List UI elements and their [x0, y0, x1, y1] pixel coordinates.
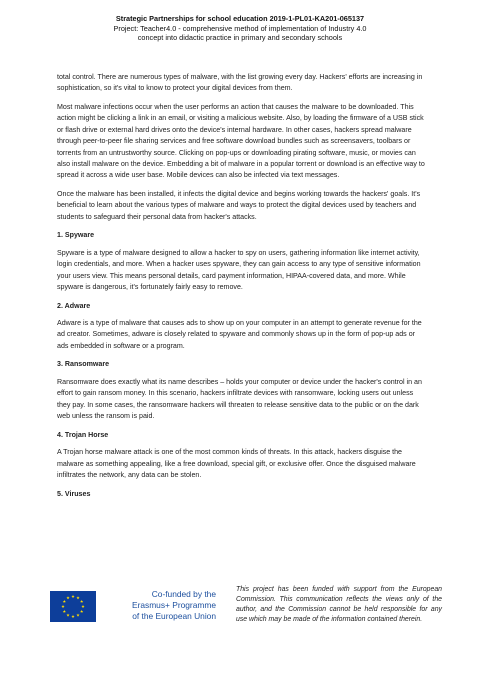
cofund-line-3: of the European Union: [132, 611, 216, 621]
eu-star: [80, 610, 83, 613]
paragraph-spyware: Spyware is a type of malware designed to allow a hacker to spy on users, gathering information like internet activity, login credentials, and more. When a hacker uses spyware, they can gain access to any type of sensitive information your users view. This means personal details, card payment information, HIPAA-covered data, and more. While spyware is dangerous, it's fortunately fairly easy to remove.: [57, 248, 421, 292]
cofund-line-2: Erasmus+ Programme: [131, 600, 216, 610]
eu-star: [71, 595, 74, 598]
page-footer: [50, 583, 440, 633]
eu-star: [76, 613, 79, 616]
eu-flag-stars: [50, 591, 96, 622]
section-heading-spyware: 1. Spyware: [57, 231, 95, 240]
paragraph-ransomware: Ransomware does exactly what its name describes – holds your computer or device under the hacker's control in an effort to gain ransom money. In this scenario, hackers infiltrate devices with ransomware, locking users out unless they pay. In some cases, the ransomware hackers will threaten to release sensitive data to the public or on the dark web unless the ransom is paid.: [57, 377, 422, 421]
eu-star: [76, 596, 79, 599]
section-heading-ransomware: 3. Ransomware: [57, 360, 110, 369]
paragraph-adware: Adware is a type of malware that causes ads to show up on your computer in an attempt to generate revenue for the ad creator. Sometimes, adware is closely related to spyware and commonly shows up in the form of pop-up ads or ads embedded in software or a program.: [57, 319, 422, 350]
header-concept-line: concept into didactic practice in primary and secondary schools: [137, 33, 343, 43]
paragraph-trojan: A Trojan horse malware attack is one of the most common kinds of threats. In this attack, hackers disguise the malware as something appealing, like a free download, special gift, or exclusive offer. Once the disguised malware infiltrates the network, any data can be stolen.: [57, 448, 416, 479]
eu-star: [80, 600, 83, 603]
eu-star: [61, 605, 64, 608]
paragraph-intro: total control. There are numerous types of malware, with the list growing every day. Hackers' efforts are increasing in sophistication, so it's vital to know to protect your digital devices from them.: [57, 73, 423, 93]
section-heading-adware: 2. Adware: [57, 301, 91, 310]
header-project-line: Project: Teacher4.0 - comprehensive method of implementation of Industry 4.0: [113, 23, 367, 33]
page-body: [57, 72, 425, 506]
section-heading-trojan: 4. Trojan Horse: [57, 430, 109, 439]
eu-star: [66, 596, 69, 599]
eu-flag-icon: [50, 591, 96, 622]
paragraph-infections: Most malware infections occur when the user performs an action that causes the malware to be downloaded. This action might be clicking a link in an email, or visiting a malicious website. Also, by loading the firmware of a USB stick or flash drive or external hard drives onto the device's internal hardware. In other cases, hackers spread malware through peer-to-peer file sharing services and free software download bundles such as screensavers, toolbars or torrents from an untrustworthy source. Clicking on pop-ups or downloading pirating software, music, or movies can also install malware on the device. Embedding a bit of malware in a popular torrent or download is an effective way to spread it across a wide user base. Mobile devices can also be infected via text messages.: [57, 103, 425, 180]
eu-star: [63, 610, 66, 613]
eu-star: [66, 613, 69, 616]
cofunded-text: [102, 589, 216, 622]
cofund-line-1: Co-funded by the: [151, 589, 216, 599]
eu-star: [71, 615, 74, 618]
page-header: [40, 14, 440, 43]
eu-star: [81, 605, 84, 608]
section-heading-viruses: 5. Viruses: [57, 489, 91, 498]
paragraph-installed: Once the malware has been installed, it infects the digital device and begins working towards the hackers' goals. It's beneficial to learn about the various types of malware and ways to protect the digital devices used by teachers and students to safeguard their personal data from hacker's attacks.: [57, 190, 421, 221]
eu-star: [63, 600, 66, 603]
funding-disclaimer: This project has been funded with support from the European Commission. This communication reflects the views only of the author, and the Commission cannot be held responsible for any use which may be made of the information contained therein.: [236, 586, 442, 624]
header-title: Strategic Partnerships for school education 2019-1-PL01-KA201-065137: [115, 14, 365, 23]
